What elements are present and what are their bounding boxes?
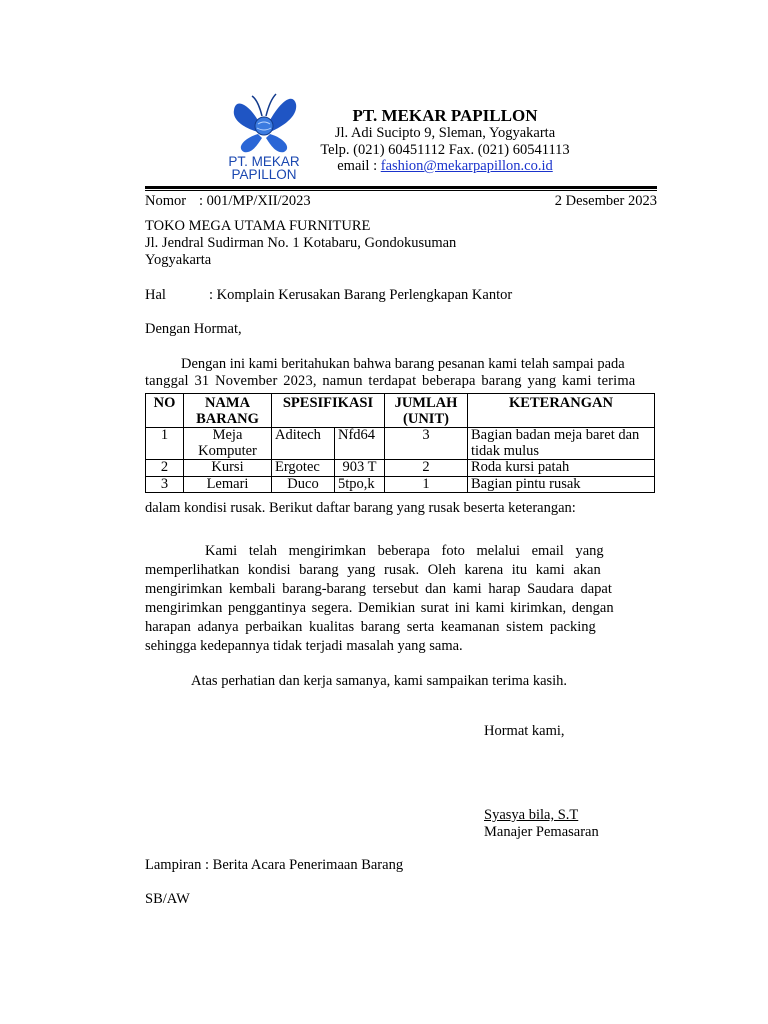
letter-date: 2 Desember 2023: [554, 193, 657, 209]
email-label: email :: [337, 158, 381, 174]
header-no: NO: [146, 394, 184, 428]
cell-keterangan: Bagian badan meja baret dan tidak mulus: [468, 428, 655, 460]
table-row: [146, 476, 655, 493]
para1-line1: [145, 356, 657, 373]
cell-tipe: Nfd64: [335, 428, 385, 460]
nomor-label: Nomor: [145, 193, 187, 209]
recipient-address: Jl. Jendral Sudirman No. 1 Kotabaru, Gondokusuman: [145, 235, 457, 251]
para2-line2: memperlihatkan kondisi barang yang rusak. Oleh karena itu kami akan: [145, 562, 601, 578]
cell-jumlah: 2: [385, 460, 468, 477]
cell-nama: Lemari: [184, 476, 272, 493]
header-nama: NAMA BARANG: [184, 394, 272, 428]
table-header-row: [146, 394, 655, 428]
logo-text-line1: PT. MEKAR: [228, 154, 300, 169]
recipient-city: Yogyakarta: [145, 252, 212, 268]
cell-jumlah: 3: [385, 428, 468, 460]
subject-value: : Komplain Kerusakan Barang Perlengkapan Kantor: [209, 287, 513, 303]
table-row: [146, 428, 655, 460]
subject-line: [145, 287, 657, 304]
cell-keterangan: Roda kursi patah: [468, 460, 655, 477]
subject-label: Hal: [145, 287, 166, 303]
cell-keterangan: Bagian pintu rusak: [468, 476, 655, 493]
cell-nama: Kursi: [184, 460, 272, 477]
cell-tipe: 903 T: [335, 460, 385, 477]
signature-name: Syasya bila, S.T: [484, 807, 579, 823]
company-phone: Telp. (021) 60451112 Fax. (021) 60541113: [320, 142, 570, 158]
signature-title: Manajer Pemasaran: [484, 824, 599, 840]
recipient-name: TOKO MEGA UTAMA FURNITURE: [145, 218, 371, 234]
company-address: Jl. Adi Sucipto 9, Sleman, Yogyakarta: [334, 125, 556, 141]
email-link[interactable]: fashion@mekarpapillon.co.id: [380, 158, 553, 174]
cell-no: 1: [146, 428, 184, 460]
table-row: [146, 460, 655, 477]
cell-no: 2: [146, 460, 184, 477]
initials: SB/AW: [145, 891, 190, 907]
signature-salutation: Hormat kami,: [484, 723, 565, 739]
damaged-items-table: [145, 393, 655, 493]
cell-merk: Ergotec: [272, 460, 335, 477]
cell-nama: Meja Komputer: [184, 428, 272, 460]
cell-tipe: 5tpo,k: [335, 476, 385, 493]
nomor-value: : 001/MP/XII/2023: [199, 193, 311, 209]
para2-line6: sehingga kedepannya tidak terjadi masalah yang sama.: [145, 638, 463, 654]
para2-line4: mengirimkan penggantinya segera. Demikian surat ini kami kirimkan, dengan: [145, 600, 614, 616]
cell-no: 3: [146, 476, 184, 493]
para2-line1: [145, 543, 657, 560]
closing-text: Atas perhatian dan kerja samanya, kami sampaikan terima kasih.: [191, 673, 568, 689]
para1-line2: tanggal 31 November 2023, namun terdapat beberapa barang yang kami terima: [145, 373, 636, 389]
company-name: PT. MEKAR PAPILLON: [352, 106, 538, 125]
header-rule-thin: [145, 190, 657, 191]
cell-merk: Aditech: [272, 428, 335, 460]
header-spesifikasi: SPESIFIKASI: [272, 394, 385, 428]
logo-text-line2: PAPILLON: [231, 167, 297, 182]
para1-line1-text: Dengan ini kami beritahukan bahwa barang pesanan kami telah sampai pada: [181, 356, 625, 372]
header-keterangan: KETERANGAN: [468, 394, 655, 428]
para2-line5: harapan adanya perbaikan kualitas barang serta keamanan sistem packing: [145, 619, 596, 635]
para1-line3: dalam kondisi rusak. Berikut daftar barang yang rusak beserta keterangan:: [145, 500, 576, 516]
cell-jumlah: 1: [385, 476, 468, 493]
para2-line3: mengirimkan kembali barang-barang tersebut dan kami harap Saudara dapat: [145, 581, 612, 597]
header-rule-thick: [145, 186, 657, 189]
para2-line1-text: Kami telah mengirimkan beberapa foto melalui email yang: [205, 543, 604, 559]
cell-merk: Duco: [272, 476, 335, 493]
company-email: [300, 158, 590, 175]
attachment: Lampiran : Berita Acara Penerimaan Barang: [145, 857, 404, 873]
greeting: Dengan Hormat,: [145, 321, 242, 337]
header-jumlah: JUMLAH (UNIT): [385, 394, 468, 428]
closing-sentence: [145, 673, 657, 690]
